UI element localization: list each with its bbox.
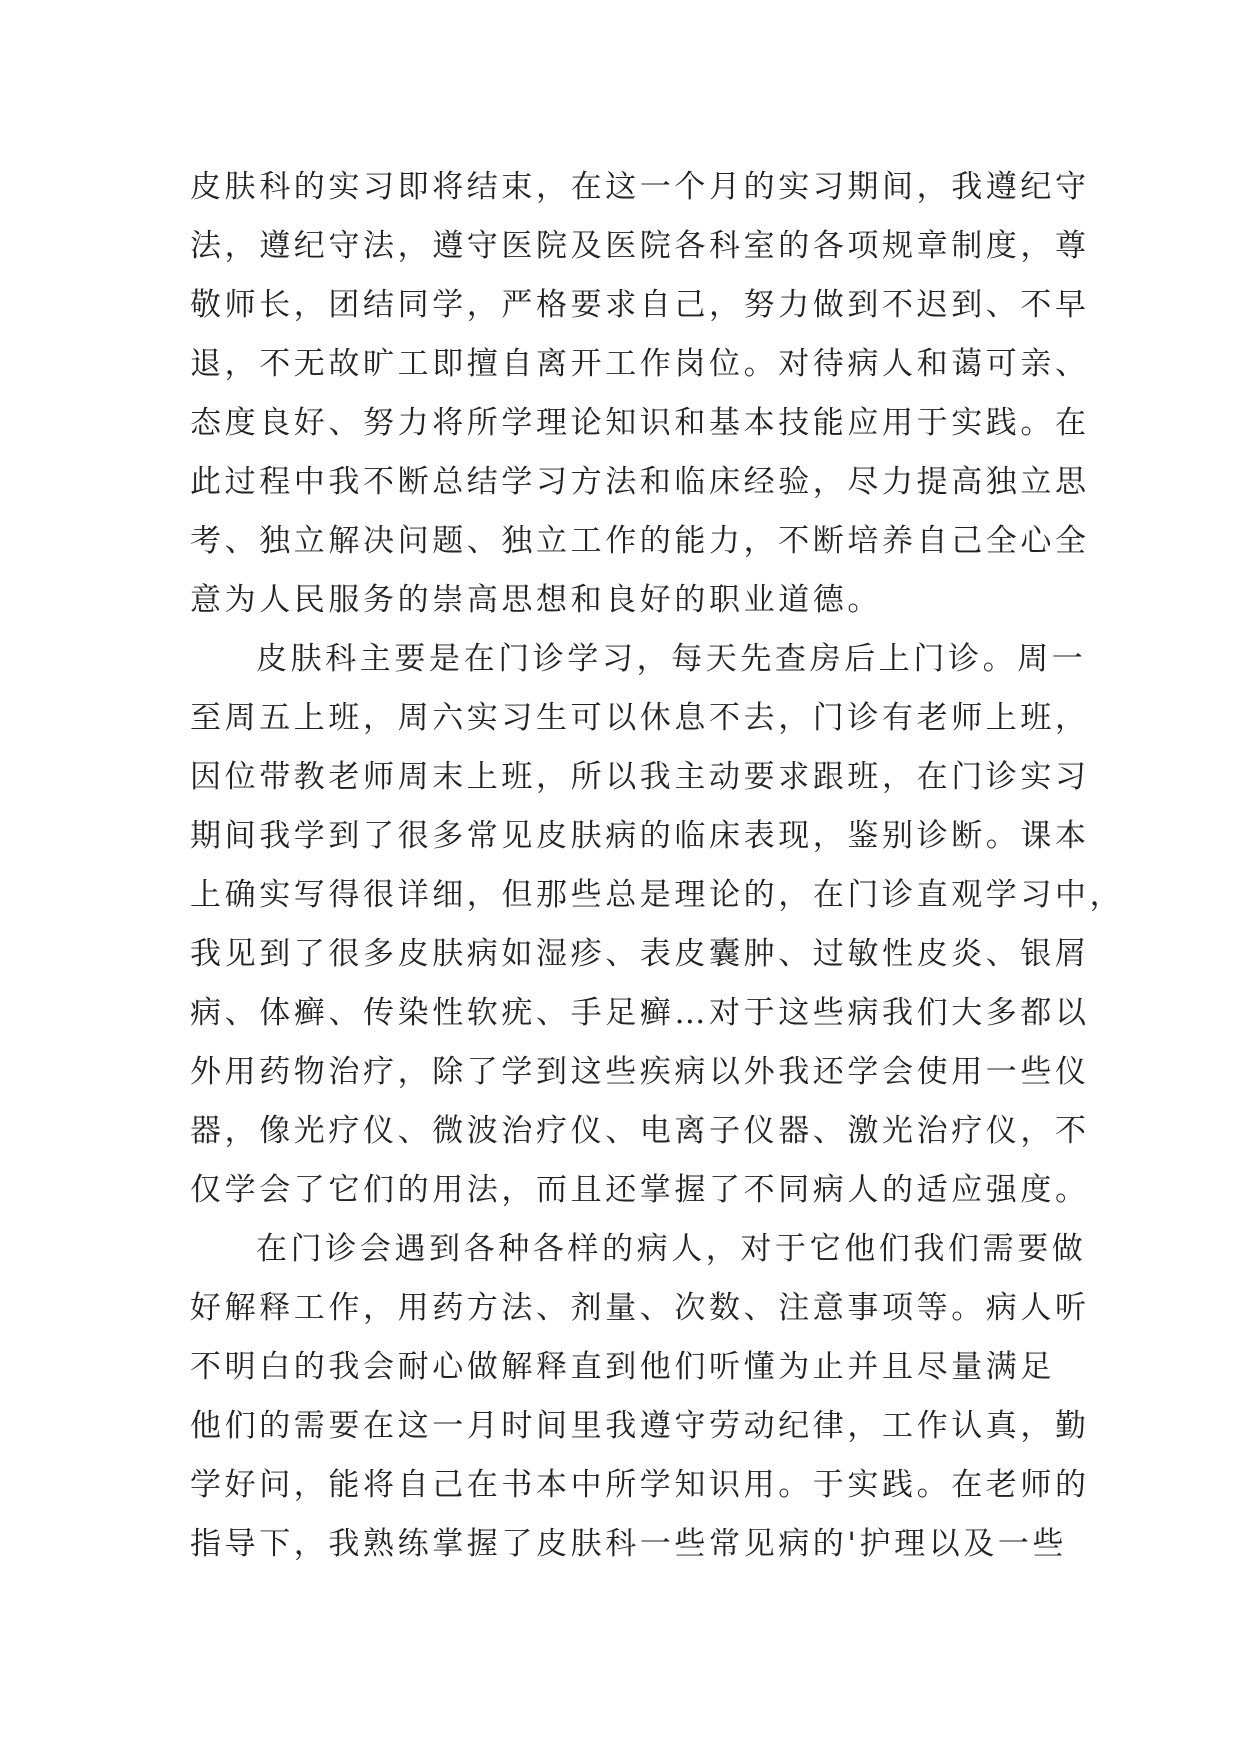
text-line: 此过程中我不断总结学习方法和临床经验，尽力提高独立思: [190, 464, 1090, 500]
text-line: 至周五上班，周六实习生可以休息不去，门诊有老师上班，: [190, 700, 1090, 736]
text-line: 好解释工作，用药方法、剂量、次数、注意事项等。病人听: [190, 1290, 1090, 1326]
paragraph-first-line: 皮肤科主要是在门诊学习，每天先查房后上门诊。周一: [256, 641, 1087, 677]
paragraph-first-line: 在门诊会遇到各种各样的病人，对于它他们我们需要做: [256, 1231, 1087, 1267]
text-line: 学好问，能将自己在书本中所学知识用。于实践。在老师的: [190, 1467, 1090, 1503]
text-line: 法，遵纪守法，遵守医院及医院各科室的各项规章制度，尊: [190, 228, 1090, 264]
text-line: 因位带教老师周末上班，所以我主动要求跟班，在门诊实习: [190, 759, 1090, 795]
text-line: 退，不无故旷工即擅自离开工作岗位。对待病人和蔼可亲、: [190, 346, 1090, 382]
text-line: 皮肤科的实习即将结束，在这一个月的实习期间，我遵纪守: [190, 169, 1090, 205]
body-text: [190, 158, 1125, 1574]
text-line: 器，像光疗仪、微波治疗仪、电离子仪器、激光治疗仪，不: [190, 1113, 1090, 1149]
text-line: 上确实写得很详细，但那些总是理论的，在门诊直观学习中，: [190, 877, 1125, 913]
text-line: 他们的需要在这一月时间里我遵守劳动纪律，工作认真，勤: [190, 1408, 1090, 1444]
text-line: 不明白的我会耐心做解释直到他们听懂为止并且尽量满足: [190, 1349, 1055, 1385]
text-line: 外用药物治疗，除了学到这些疾病以外我还学会使用一些仪: [190, 1054, 1090, 1090]
text-line: 考、独立解决问题、独立工作的能力，不断培养自己全心全: [190, 523, 1090, 559]
text-line: 敬师长，团结同学，严格要求自己，努力做到不迟到、不早: [190, 287, 1090, 323]
text-line: 病、体癣、传染性软疣、手足癣…对于这些病我们大多都以: [190, 995, 1090, 1031]
text-line: 指导下，我熟练掌握了皮肤科一些常见病的'护理以及一些: [190, 1526, 1068, 1562]
text-line: 意为人民服务的崇高思想和良好的职业道德。: [190, 582, 882, 618]
text-line: 态度良好、努力将所学理论知识和基本技能应用于实践。在: [190, 405, 1090, 441]
text-line: 仅学会了它们的用法，而且还掌握了不同病人的适应强度。: [190, 1172, 1090, 1208]
text-line: 我见到了很多皮肤病如湿疹、表皮囊肿、过敏性皮炎、银屑: [190, 936, 1090, 972]
text-line: 期间我学到了很多常见皮肤病的临床表现，鉴别诊断。课本: [190, 818, 1090, 854]
